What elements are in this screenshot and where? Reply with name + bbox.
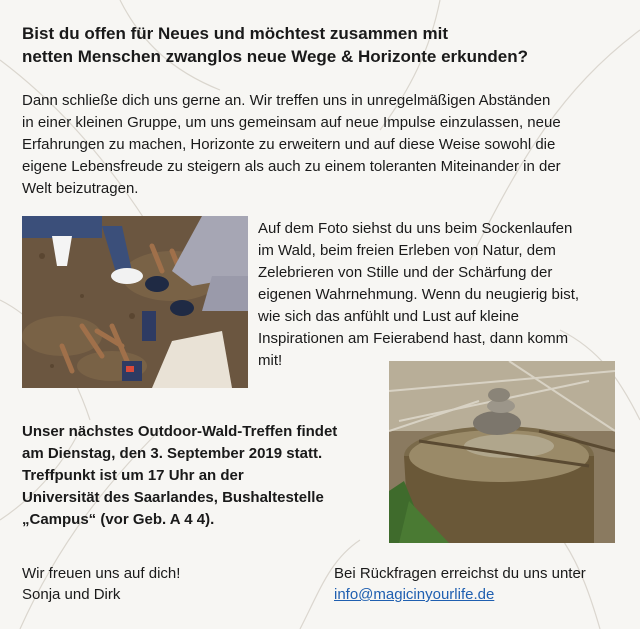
greeting-line: Wir freuen uns auf dich! [22,565,181,582]
description-line: Zelebrieren von Stille und der Schärfung der [258,264,553,281]
contact-text: Bei Rückfragen erreichst du uns unter [334,565,586,582]
heading-line-1: Bist du offen für Neues und möchtest zusammen mit [22,24,448,43]
signature-names: Sonja und Dirk [22,586,121,603]
email-link[interactable]: info@magicinyourlife.de [334,586,495,603]
photo-description [258,218,628,372]
event-line: Universität des Saarlandes, Bushaltestelle [22,489,324,506]
description-line: wie sich das anfühlt und Lust auf kleine [258,308,519,325]
intro-paragraph [22,90,622,200]
description-line: Auf dem Foto siehst du uns beim Sockenlaufen [258,220,573,237]
contact-info [334,563,634,605]
greeting [22,563,282,605]
description-line: im Wald, beim freien Erleben von Natur, dem [258,242,556,259]
event-line: Unser nächstes Outdoor-Wald-Treffen findet [22,423,338,440]
heading-line-2: netten Menschen zwanglos neue Wege & Horizonte erkunden? [22,47,528,66]
event-line: am Dienstag, den 3. September 2019 statt. [22,445,323,462]
page-heading [22,22,622,68]
event-line: Treffpunkt ist um 17 Uhr an der [22,467,244,484]
description-line: Inspirationen am Feierabend hast, dann komm [258,330,569,347]
intro-line: Welt beizutragen. [22,180,139,197]
stone-stack-photo [389,361,615,543]
description-line: eigenen Wahrnehmung. Wenn du neugierig bist, [258,286,580,303]
intro-line: Erfahrungen zu machen, Horizonte zu erweitern und auf diese Weise sowohl die [22,136,556,153]
event-line: „Campus“ (vor Geb. A 4 4). [22,511,215,528]
event-info [22,421,362,531]
sock-walking-photo [22,216,248,388]
intro-line: Dann schließe dich uns gerne an. Wir treffen uns in unregelmäßigen Abständen [22,92,551,109]
description-line: mit! [258,352,283,369]
intro-line: eigene Lebensfreude zu steigern als auch zu einem toleranten Miteinander in der [22,158,561,175]
intro-line: in einer kleinen Gruppe, um uns gemeinsam auf neue Impulse einzulassen, neue [22,114,561,131]
